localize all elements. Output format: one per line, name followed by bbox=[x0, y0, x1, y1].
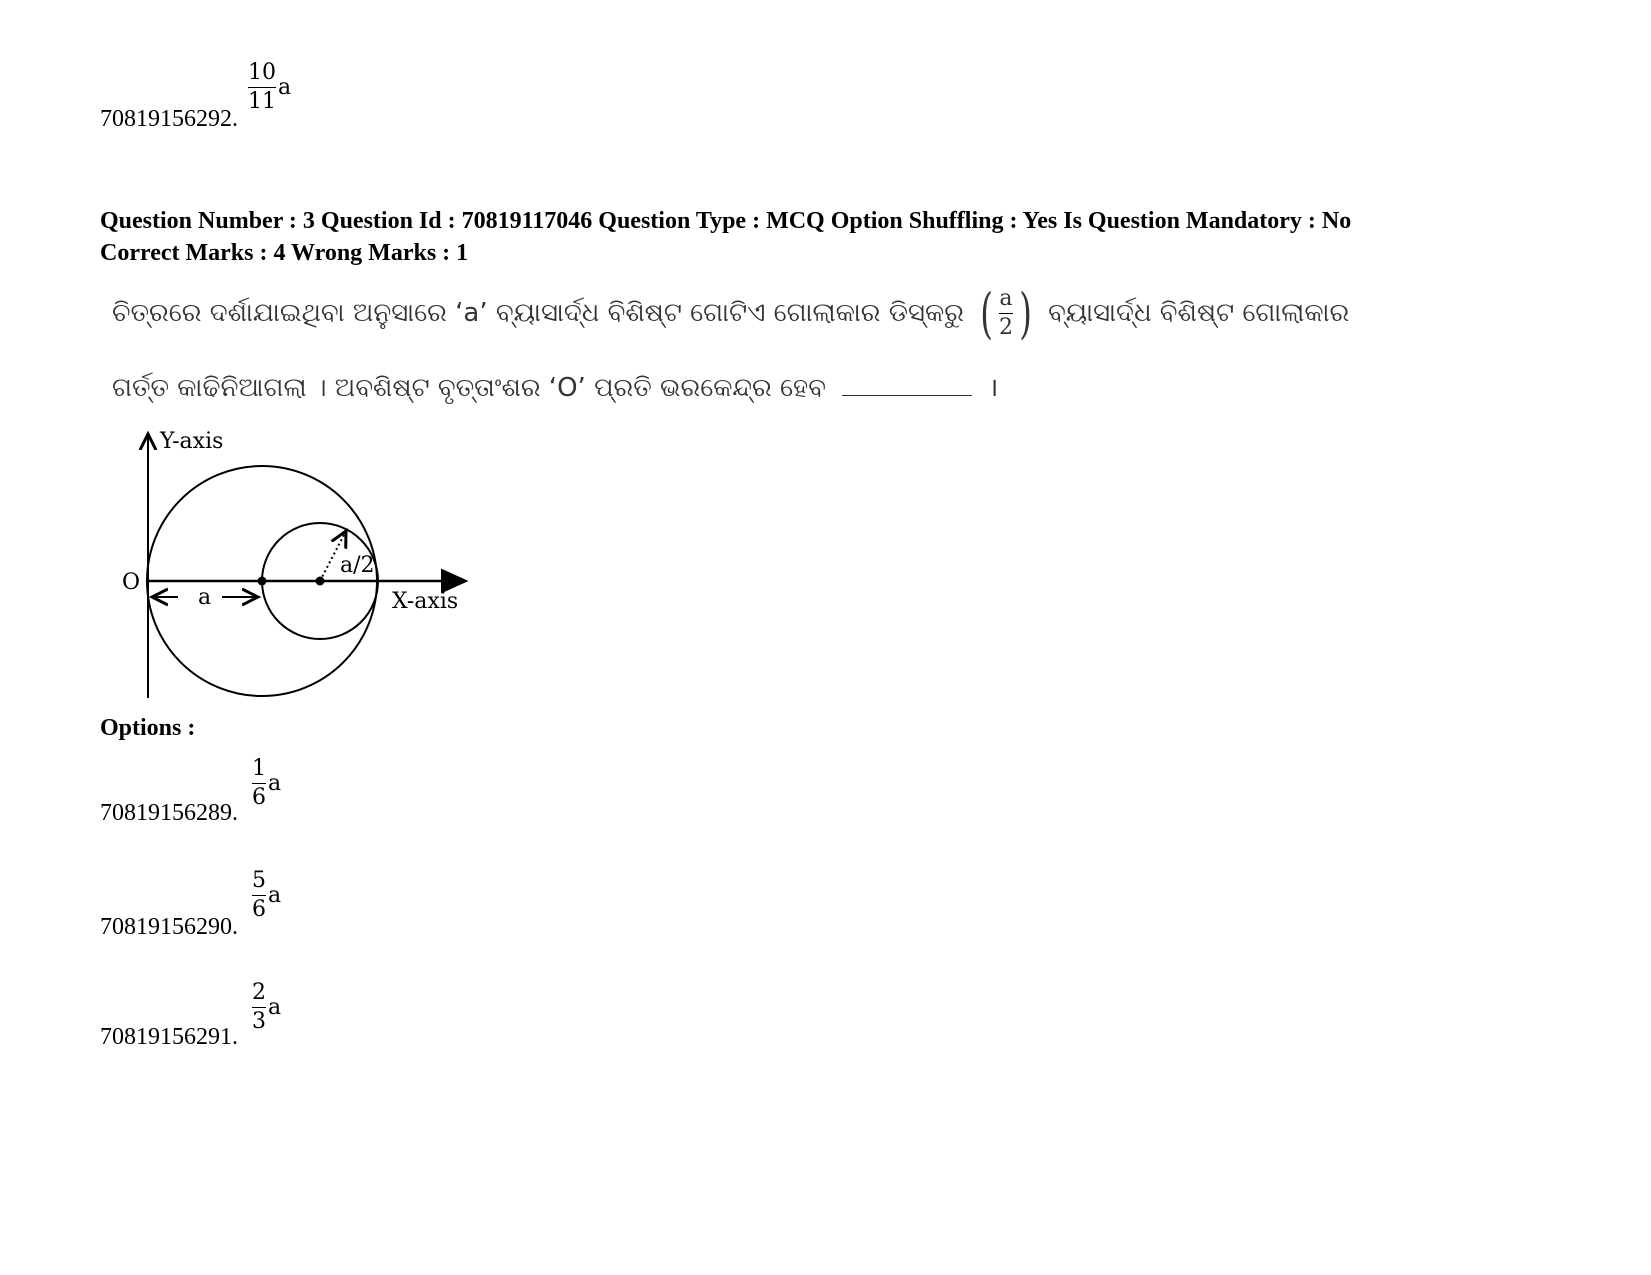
option-fraction bbox=[248, 60, 291, 115]
question-text-part: ବ୍ୟାସାର୍ଦ୍ଧ ବିଶିଷ୍ଟ ଗୋଲାକାର bbox=[1048, 298, 1350, 328]
question-text-part: ଚିତ୍ରରେ ଦର୍ଶାଯାଇଥିବା ଅନୁସାରେ ‘a’ ବ୍ୟାସାର୍ଦ୍ଧ ବିଶିଷ୍ଟ ଗୋଟିଏ ଗୋଲାକାର ଡିସ୍କରୁ bbox=[112, 298, 964, 328]
option-fraction bbox=[252, 868, 281, 923]
disc-diagram bbox=[110, 420, 490, 710]
fraction-variable: a bbox=[268, 995, 282, 1020]
fraction-variable: a bbox=[278, 75, 292, 100]
answer-blank bbox=[842, 395, 972, 396]
option-fraction bbox=[252, 980, 281, 1035]
fraction-denominator: 11 bbox=[248, 89, 276, 114]
option-fraction bbox=[252, 756, 281, 811]
fraction-denominator: 3 bbox=[252, 1009, 266, 1034]
origin-label: O bbox=[122, 570, 141, 595]
option-id: 70819156290. bbox=[100, 914, 238, 940]
option-id: 70819156292. bbox=[100, 106, 238, 132]
radius-fraction: ( a 2 ) bbox=[980, 281, 1032, 345]
y-axis-label: Y-axis bbox=[160, 429, 224, 454]
fraction-denominator: 6 bbox=[252, 785, 266, 810]
question-text-line1 bbox=[112, 281, 1350, 345]
fraction-numerator: 5 bbox=[252, 868, 266, 893]
fraction-variable: a bbox=[268, 771, 282, 796]
option-id: 70819156291. bbox=[100, 1024, 238, 1050]
fraction-numerator: 10 bbox=[248, 60, 276, 85]
fraction-numerator: a bbox=[999, 286, 1013, 311]
radius-label: a/2 bbox=[340, 553, 375, 578]
options-label: Options : bbox=[100, 715, 196, 741]
fraction-numerator: 2 bbox=[252, 980, 266, 1005]
fraction-denominator: 2 bbox=[998, 315, 1013, 340]
question-text-part: । bbox=[988, 373, 999, 403]
x-axis-label: X-axis bbox=[392, 589, 459, 614]
large-center-point bbox=[258, 577, 267, 586]
question-meta-line1: Question Number : 3 Question Id : 70819117046 Question Type : MCQ Option Shuffling : Yes Is Question Mandatory : No bbox=[100, 208, 1352, 234]
fraction-numerator: 1 bbox=[252, 756, 266, 781]
question-text-line2 bbox=[112, 368, 998, 404]
option-id: 70819156289. bbox=[100, 800, 238, 826]
question-text-part: ଗର୍ତ୍ତ କାଢିନିଆଗଲା । ଅବଶିଷ୍ଟ ବୃତ୍ତାଂଶର ‘O’ ପ୍ରତି ଭରକେନ୍ଦ୍ର ହେବ bbox=[112, 373, 826, 403]
fraction-variable: a bbox=[268, 883, 282, 908]
question-meta-line2: Correct Marks : 4 Wrong Marks : 1 bbox=[100, 240, 469, 266]
a-label: a bbox=[198, 585, 212, 610]
fraction-denominator: 6 bbox=[252, 897, 266, 922]
